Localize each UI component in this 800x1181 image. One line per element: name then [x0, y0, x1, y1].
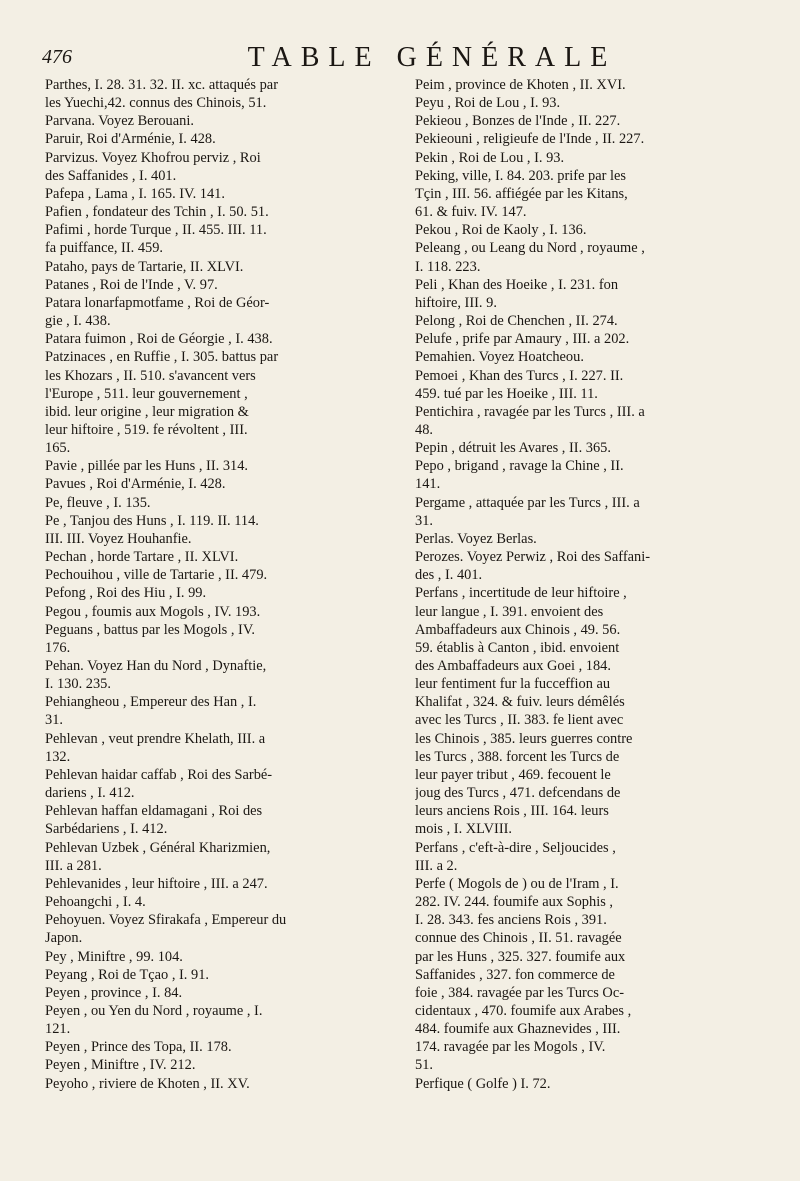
index-entry-line: Pekieouni , religieufe de l'Inde , II. 227.	[415, 131, 645, 148]
index-entry-line: Parthes, I. 28. 31. 32. II. xc. attaqués par	[45, 77, 278, 93]
index-entry-line: Pehan. Voyez Han du Nord , Dynaftie,	[45, 658, 267, 674]
index-entry-line: 59. établis à Canton , ibid. envoient	[415, 639, 620, 656]
index-entry-line: Pe, fleuve , I. 135.	[45, 494, 151, 511]
index-entry-line: Peyoho , riviere de Khoten , II. XV.	[45, 1075, 250, 1092]
index-entry-line: Pehlevan , veut prendre Khelath, III. a	[45, 730, 266, 747]
index-entry-line: hiftoire, III. 9.	[415, 294, 497, 311]
index-entry-line: Perfans , c'eft-à-dire , Seljoucides ,	[415, 839, 616, 856]
index-entry-line: leur payer tribut , 469. fecouent le	[415, 766, 611, 783]
index-entry-line: I. 130. 235.	[45, 676, 111, 693]
index-entry-line: 121.	[45, 1021, 71, 1038]
index-entry-line: Peyen , Miniftre , IV. 212.	[45, 1057, 196, 1074]
index-entry-line: Pavie , pillée par les Huns , II. 314.	[45, 458, 249, 475]
right-column	[415, 76, 770, 1093]
index-entry-line: Sarbédariens , I. 412.	[45, 821, 168, 838]
running-title: TABLE GÉNÉRALE	[247, 42, 617, 73]
index-entry-line: leur langue , I. 391. envoient des	[415, 603, 604, 620]
index-entry-line: III. a 2.	[415, 857, 458, 874]
index-entry-line: joug des Turcs , 471. defcendans de	[415, 785, 621, 802]
index-entry-line: Perlas. Voyez Berlas.	[415, 530, 537, 547]
index-entry-line: Paruir, Roi d'Arménie, I. 428.	[45, 131, 216, 148]
index-entry-line: Pey , Miniftre , 99. 104.	[45, 948, 183, 965]
index-entry-line: Peim , province de Khoten , II. XVI.	[415, 77, 626, 93]
index-entry-line: Pekieou , Bonzes de l'Inde , II. 227.	[415, 113, 621, 130]
index-entry-line: Patara fuimon , Roi de Géorgie , I. 438.	[45, 331, 273, 348]
index-entry-line: Pehoangchi , I. 4.	[45, 894, 146, 911]
index-entry-line: Parvizus. Voyez Khofrou perviz , Roi	[45, 149, 261, 166]
index-entry-line: Pergame , attaquée par les Turcs , III. a	[415, 494, 640, 511]
index-entry-line: Pehiangheou , Empereur des Han , I.	[45, 694, 257, 711]
index-entry-line: I. 28. 343. fes anciens Rois , 391.	[415, 912, 607, 929]
index-entry-line: III. a 281.	[45, 857, 102, 874]
index-entry-line: Patanes , Roi de l'Inde , V. 97.	[45, 276, 218, 293]
index-entry-line: Pekin , Roi de Lou , I. 93.	[415, 149, 565, 166]
index-entry-line: Pe , Tanjou des Huns , I. 119. II. 114.	[45, 512, 259, 529]
index-entry-line: 132.	[45, 748, 71, 765]
page-number: 476	[42, 46, 72, 68]
index-entry-line: des Ambaffadeurs aux Goei , 184.	[415, 658, 611, 674]
index-entry-line: Pehlevan haidar caffab , Roi des Sarbé-	[45, 766, 273, 783]
index-entry-line: I. 118. 223.	[415, 258, 481, 275]
index-entry-line: leurs anciens Rois , III. 164. leurs	[415, 803, 609, 820]
index-entry-line: leur hiftoire , 519. fe révoltent , III.	[45, 421, 248, 438]
index-entry-line: Pehoyuen. Voyez Sfirakafa , Empereur du	[45, 912, 287, 929]
index-entry-line: connue des Chinois , II. 51. ravagée	[415, 930, 622, 947]
index-entry-line: Pelong , Roi de Chenchen , II. 274.	[415, 313, 618, 330]
index-entry-line: III. III. Voyez Houhanfie.	[45, 530, 192, 547]
index-entry-line: Peyen , Prince des Topa, II. 178.	[45, 1039, 232, 1056]
index-entry-line: avec les Turcs , II. 383. fe lient avec	[415, 712, 624, 729]
index-entry-line: Peli , Khan des Hoeike , I. 231. fon	[415, 276, 619, 293]
index-entry-line: cidentaux , 470. foumife aux Arabes ,	[415, 1002, 632, 1019]
index-entry-line: les Khozars , II. 510. s'avancent vers	[45, 367, 256, 384]
index-entry-line: Pelufe , prife par Amaury , III. a 202.	[415, 331, 630, 348]
index-entry-line: les Chinois , 385. leurs guerres contre	[415, 730, 633, 747]
index-entry-line: 282. IV. 244. foumife aux Sophis ,	[415, 894, 613, 911]
index-entry-line: Pemahien. Voyez Hoatcheou.	[415, 349, 584, 366]
index-entry-line: Peleang , ou Leang du Nord , royaume ,	[415, 240, 645, 257]
index-entry-line: gie , I. 438.	[45, 313, 111, 330]
index-entry-line: Perfique ( Golfe ) I. 72.	[415, 1075, 551, 1092]
index-entry-line: des , I. 401.	[415, 567, 483, 584]
index-entry-line: Pechan , horde Tartare , II. XLVI.	[45, 549, 239, 566]
index-entry-line: Pafepa , Lama , I. 165. IV. 141.	[45, 185, 225, 202]
index-entry-line: Pehlevan Uzbek , Général Kharizmien,	[45, 839, 271, 856]
index-entry-line: Patzinaces , en Ruffie , I. 305. battus par	[45, 349, 279, 366]
index-entry-line: Perfans , incertitude de leur hiftoire ,	[415, 585, 627, 602]
index-entry-line: Japon.	[45, 930, 83, 947]
index-entry-line: 176.	[45, 639, 71, 656]
left-column	[45, 76, 400, 1093]
index-entry-line: Pegou , foumis aux Mogols , IV. 193.	[45, 603, 261, 620]
index-entry-line: Parvana. Voyez Berouani.	[45, 113, 194, 130]
index-entry-line: Pataho, pays de Tartarie, II. XLVI.	[45, 258, 244, 275]
index-entry-line: Peyu , Roi de Lou , I. 93.	[415, 95, 561, 112]
index-entry-line: Khalifat , 324. & fuiv. leurs démêlés	[415, 694, 625, 711]
index-entry-line: Peyen , province , I. 84.	[45, 984, 183, 1001]
index-entry-line: 61. & fuiv. IV. 147.	[415, 204, 527, 221]
index-columns	[45, 76, 785, 1171]
index-entry-line: Perfe ( Mogols de ) ou de l'Iram , I.	[415, 875, 619, 892]
index-entry-line: 484. foumife aux Ghaznevides , III.	[415, 1021, 621, 1038]
index-entry-line: Perozes. Voyez Perwiz , Roi des Saffani-	[415, 549, 650, 566]
index-entry-line: Pentichira , ravagée par les Turcs , III. a	[415, 403, 645, 420]
index-entry-line: Peking, ville, I. 84. 203. prife par les	[415, 167, 627, 184]
index-entry-line: Saffanides , 327. fon commerce de	[415, 966, 615, 983]
index-entry-line: Pehlevan haffan eldamagani , Roi des	[45, 803, 263, 820]
index-entry-line: foie , 384. ravagée par les Turcs Oc-	[415, 984, 625, 1001]
index-entry-line: Pemoei , Khan des Turcs , I. 227. II.	[415, 367, 624, 384]
index-entry-line: les Turcs , 388. forcent les Turcs de	[415, 748, 620, 765]
index-entry-line: Pepin , détruit les Avares , II. 365.	[415, 440, 611, 457]
index-entry-line: l'Europe , 511. leur gouvernement ,	[45, 385, 248, 402]
index-entry-line: Patara lonarfapmotfame , Roi de Géor-	[45, 294, 270, 311]
index-entry-line: 31.	[45, 712, 63, 729]
index-entry-line: 459. tué par les Hoeike , III. 11.	[415, 385, 598, 402]
index-entry-line: Tçin , III. 56. affiégée par les Kitans,	[415, 185, 628, 202]
index-entry-line: Peyen , ou Yen du Nord , royaume , I.	[45, 1002, 263, 1019]
index-entry-line: par les Huns , 325. 327. foumife aux	[415, 948, 626, 965]
index-entry-line: fa puiffance, II. 459.	[45, 240, 164, 257]
index-entry-line: 165.	[45, 440, 71, 457]
index-entry-line: leur fentiment fur la fucceffion au	[415, 676, 611, 693]
index-entry-line: Pechouihou , ville de Tartarie , II. 479.	[45, 567, 268, 584]
index-entry-line: Pehlevanides , leur hiftoire , III. a 247.	[45, 875, 268, 892]
index-entry-line: Pekou , Roi de Kaoly , I. 136.	[415, 222, 587, 239]
index-entry-line: 51.	[415, 1057, 433, 1074]
index-entry-line: 141.	[415, 476, 441, 493]
index-entry-line: Pafimi , horde Turque , II. 455. III. 11.	[45, 222, 267, 239]
index-entry-line: Pavues , Roi d'Arménie, I. 428.	[45, 476, 226, 493]
index-entry-line: Pafien , fondateur des Tchin , I. 50. 51.	[45, 204, 269, 221]
index-entry-line: 31.	[415, 512, 433, 529]
index-entry-line: 174. ravagée par les Mogols , IV.	[415, 1039, 606, 1056]
index-entry-line: Pefong , Roi des Hiu , I. 99.	[45, 585, 207, 602]
index-entry-line: les Yuechi,42. connus des Chinois, 51.	[45, 95, 267, 112]
index-entry-line: Pepo , brigand , ravage la Chine , II.	[415, 458, 624, 475]
index-entry-line: Peyang , Roi de Tçao , I. 91.	[45, 966, 209, 983]
index-entry-line: Peguans , battus par les Mogols , IV.	[45, 621, 255, 638]
index-entry-line: mois , I. XLVIII.	[415, 821, 512, 838]
index-entry-line: 48.	[415, 421, 433, 438]
index-entry-line: Ambaffadeurs aux Chinois , 49. 56.	[415, 621, 621, 638]
index-entry-line: dariens , I. 412.	[45, 785, 135, 802]
index-entry-line: ibid. leur origine , leur migration &	[45, 403, 249, 420]
index-entry-line: des Saffanides , I. 401.	[45, 167, 177, 184]
